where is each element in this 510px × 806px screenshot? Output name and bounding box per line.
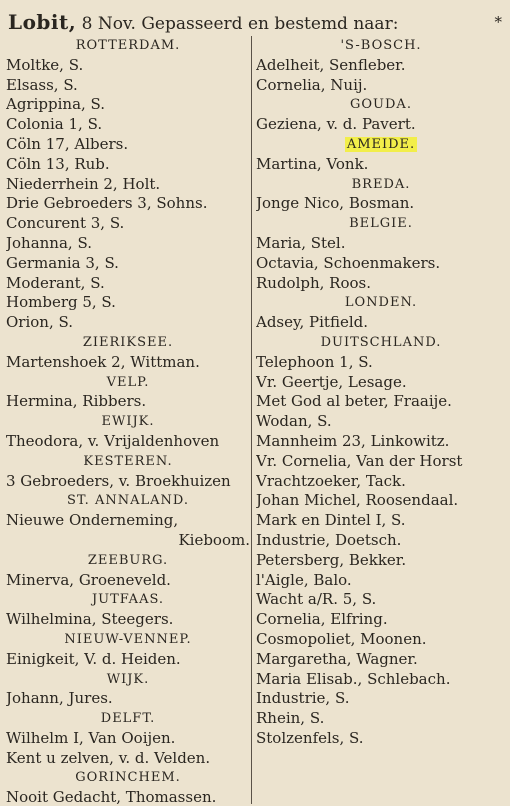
- entry-text: Wodan, S.: [256, 412, 332, 431]
- heading-text: KESTEREN.: [83, 453, 173, 469]
- destination-heading: [6, 670, 250, 690]
- right-column: [256, 36, 506, 804]
- entry-text: Minerva, Groeneveld.: [6, 570, 171, 589]
- left-column: [6, 36, 250, 804]
- destination-heading: [6, 333, 250, 353]
- entry-text: Rhein, S.: [256, 709, 325, 728]
- entry-text: 3 Gebroeders, v. Broekhuizen: [6, 471, 231, 490]
- ship-entry: [256, 531, 506, 551]
- destination-heading: [256, 175, 506, 195]
- entry-text: Vrachtzoeker, Tack.: [256, 471, 406, 490]
- heading-text: 'S-BOSCH.: [340, 38, 422, 53]
- entry-text: Cosmopoliet, Moonen.: [256, 629, 427, 648]
- ship-entry: [256, 194, 506, 214]
- entry-text: Kent u zelven, v. d. Velden.: [6, 748, 211, 767]
- entry-text: Rudolph, Roos.: [256, 273, 372, 292]
- destination-heading: [6, 551, 250, 571]
- ship-entry: [256, 313, 506, 333]
- ship-entry: [256, 115, 506, 135]
- entry-text: Hermina, Ribbers.: [6, 392, 147, 411]
- entry-text: l'Aigle, Balo.: [256, 570, 352, 589]
- entry-text: Industrie, Doetsch.: [256, 530, 402, 549]
- entry-text: Vr. Geertje, Lesage.: [256, 372, 407, 391]
- destination-heading: [256, 333, 506, 353]
- ship-entry: [256, 689, 506, 709]
- heading-text: DELFT.: [100, 711, 156, 727]
- ship-entry: [6, 729, 250, 749]
- heading-text: JUTFAAS.: [91, 592, 165, 608]
- ship-entry: [6, 432, 250, 452]
- heading-text: AMEIDE.: [346, 136, 416, 152]
- header-caption: Gepasseerd en bestemd naar:: [141, 14, 399, 34]
- entry-text: Maria, Stel.: [256, 233, 346, 252]
- ship-entry: [6, 788, 250, 804]
- destination-heading: [256, 214, 506, 234]
- destination-heading: [6, 373, 250, 393]
- heading-text: GORINCHEM.: [75, 770, 181, 786]
- heading-text: LONDEN.: [344, 295, 418, 311]
- entry-text: Orion, S.: [6, 313, 74, 332]
- heading-text: DUITSCHLAND.: [320, 334, 442, 350]
- ship-entry: [6, 610, 250, 630]
- ship-entry: [6, 135, 250, 155]
- header-mark: *: [494, 13, 502, 31]
- ship-entry: [256, 392, 506, 412]
- ship-entry: [6, 511, 250, 531]
- ship-entry: [256, 274, 506, 294]
- heading-text: BREDA.: [351, 176, 411, 192]
- header-date: 8 Nov.: [81, 14, 136, 34]
- entry-text: Telephoon 1, S.: [256, 352, 373, 371]
- ship-entry: [6, 234, 250, 254]
- ship-entry: [6, 214, 250, 234]
- heading-text: EWIJK.: [101, 414, 155, 430]
- entry-text: Cöln 17, Albers.: [6, 134, 129, 153]
- ship-entry: [256, 56, 506, 76]
- entry-text: Kieboom.: [178, 530, 250, 549]
- destination-heading: [256, 135, 506, 155]
- entry-text: Nieuwe Onderneming,: [6, 511, 179, 530]
- heading-text: GOUDA.: [350, 97, 412, 113]
- entry-text: Met God al beter, Fraaije.: [256, 392, 452, 411]
- ship-entry: [6, 392, 250, 412]
- ship-entry: [256, 491, 506, 511]
- entry-text: Stolzenfels, S.: [256, 728, 364, 747]
- ship-entry: [6, 76, 250, 96]
- ship-entry: [6, 472, 250, 492]
- ship-entry: [6, 254, 250, 274]
- destination-heading: [256, 36, 506, 56]
- entry-text: Nooit Gedacht, Thomassen.: [6, 788, 217, 804]
- entry-text: Moltke, S.: [6, 55, 84, 74]
- heading-text: BELGIE.: [349, 216, 413, 232]
- ship-entry: [6, 689, 250, 709]
- heading-text: VELP.: [106, 374, 150, 390]
- destination-heading: [6, 412, 250, 432]
- entry-text: Wilhelmina, Steegers.: [6, 610, 174, 629]
- column-divider: [251, 36, 252, 804]
- ship-entry: [6, 155, 250, 175]
- ship-entry: [6, 115, 250, 135]
- entry-text: Cöln 13, Rub.: [6, 154, 110, 173]
- ship-entry: [256, 590, 506, 610]
- ship-entry: [6, 95, 250, 115]
- ship-entry: [6, 531, 250, 551]
- heading-text: ROTTERDAM.: [75, 38, 181, 53]
- entry-text: Vr. Cornelia, Van der Horst: [256, 451, 463, 470]
- ship-entry: [256, 630, 506, 650]
- ship-entry: [256, 610, 506, 630]
- ship-entry: [6, 749, 250, 769]
- ship-entry: [256, 353, 506, 373]
- ship-entry: [256, 472, 506, 492]
- ship-entry: [256, 650, 506, 670]
- heading-text: NIEUW-VENNEP.: [64, 631, 192, 647]
- heading-text: ZEEBURG.: [87, 552, 169, 568]
- header-place: Lobit,: [8, 10, 77, 34]
- ship-entry: [256, 412, 506, 432]
- ship-entry: [6, 175, 250, 195]
- heading-text: WIJK.: [106, 671, 150, 687]
- entry-text: Mannheim 23, Linkowitz.: [256, 431, 450, 450]
- entry-text: Drie Gebroeders 3, Sohns.: [6, 194, 208, 213]
- entry-text: Cornelia, Elfring.: [256, 610, 388, 629]
- entry-text: Elsass, S.: [6, 75, 78, 94]
- ship-entry: [6, 353, 250, 373]
- entry-text: Martina, Vonk.: [256, 154, 369, 173]
- destination-heading: [6, 709, 250, 729]
- ship-entry: [256, 709, 506, 729]
- ship-entry: [256, 511, 506, 531]
- entry-text: Margaretha, Wagner.: [256, 649, 418, 668]
- entry-text: Johan Michel, Roosendaal.: [256, 491, 459, 510]
- ship-entry: [256, 551, 506, 571]
- entry-text: Concurent 3, S.: [6, 214, 125, 233]
- entry-text: Johann, Jures.: [6, 689, 113, 708]
- entry-text: Adsey, Pitfield.: [256, 313, 368, 332]
- entry-text: Theodora, v. Vrijaldenhoven: [6, 431, 220, 450]
- entry-text: Johanna, S.: [6, 233, 92, 252]
- entry-text: Wacht a/R. 5, S.: [256, 590, 377, 609]
- destination-heading: [6, 36, 250, 56]
- ship-entry: [6, 56, 250, 76]
- entry-text: Moderant, S.: [6, 273, 105, 292]
- entry-text: Wilhelm I, Van Ooijen.: [6, 728, 176, 747]
- ship-entry: [6, 293, 250, 313]
- destination-heading: [6, 590, 250, 610]
- entry-text: Martenshoek 2, Wittman.: [6, 352, 200, 371]
- ship-entry: [256, 571, 506, 591]
- entry-text: Niederrhein 2, Holt.: [6, 174, 161, 193]
- entry-text: Petersberg, Bekker.: [256, 550, 407, 569]
- ship-entry: [256, 729, 506, 749]
- ship-entry: [256, 432, 506, 452]
- ship-entry: [256, 452, 506, 472]
- destination-heading: [6, 491, 250, 511]
- entry-text: Jonge Nico, Bosman.: [256, 194, 415, 213]
- heading-text: ST. ANNALAND.: [67, 493, 189, 509]
- destination-heading: [6, 630, 250, 650]
- entry-text: Geziena, v. d. Pavert.: [256, 115, 416, 134]
- ship-entry: [256, 76, 506, 96]
- entry-text: Colonia 1, S.: [6, 115, 103, 134]
- ship-entry: [6, 571, 250, 591]
- entry-text: Einigkeit, V. d. Heiden.: [6, 649, 181, 668]
- ship-entry: [256, 234, 506, 254]
- destination-heading: [256, 293, 506, 313]
- ship-entry: [256, 373, 506, 393]
- entry-text: Industrie, S.: [256, 689, 350, 708]
- entry-text: Mark en Dintel I, S.: [256, 511, 406, 530]
- heading-text: ZIERIKSEE.: [82, 334, 174, 350]
- clipping-header: [8, 8, 502, 36]
- ship-entry: [256, 670, 506, 690]
- entry-text: Homberg 5, S.: [6, 293, 116, 312]
- ship-entry: [6, 274, 250, 294]
- destination-heading: [256, 95, 506, 115]
- entry-text: Octavia, Schoenmakers.: [256, 253, 441, 272]
- ship-entry: [6, 313, 250, 333]
- entry-text: Cornelia, Nuij.: [256, 75, 368, 94]
- destination-heading: [6, 768, 250, 788]
- entry-text: Maria Elisab., Schlebach.: [256, 669, 451, 688]
- entry-text: Adelheit, Senfleber.: [256, 55, 406, 74]
- entry-text: Germania 3, S.: [6, 253, 119, 272]
- ship-entry: [256, 254, 506, 274]
- ship-entry: [6, 194, 250, 214]
- ship-entry: [256, 155, 506, 175]
- destination-heading: [6, 452, 250, 472]
- entry-text: Agrippina, S.: [6, 95, 106, 114]
- ship-entry: [6, 650, 250, 670]
